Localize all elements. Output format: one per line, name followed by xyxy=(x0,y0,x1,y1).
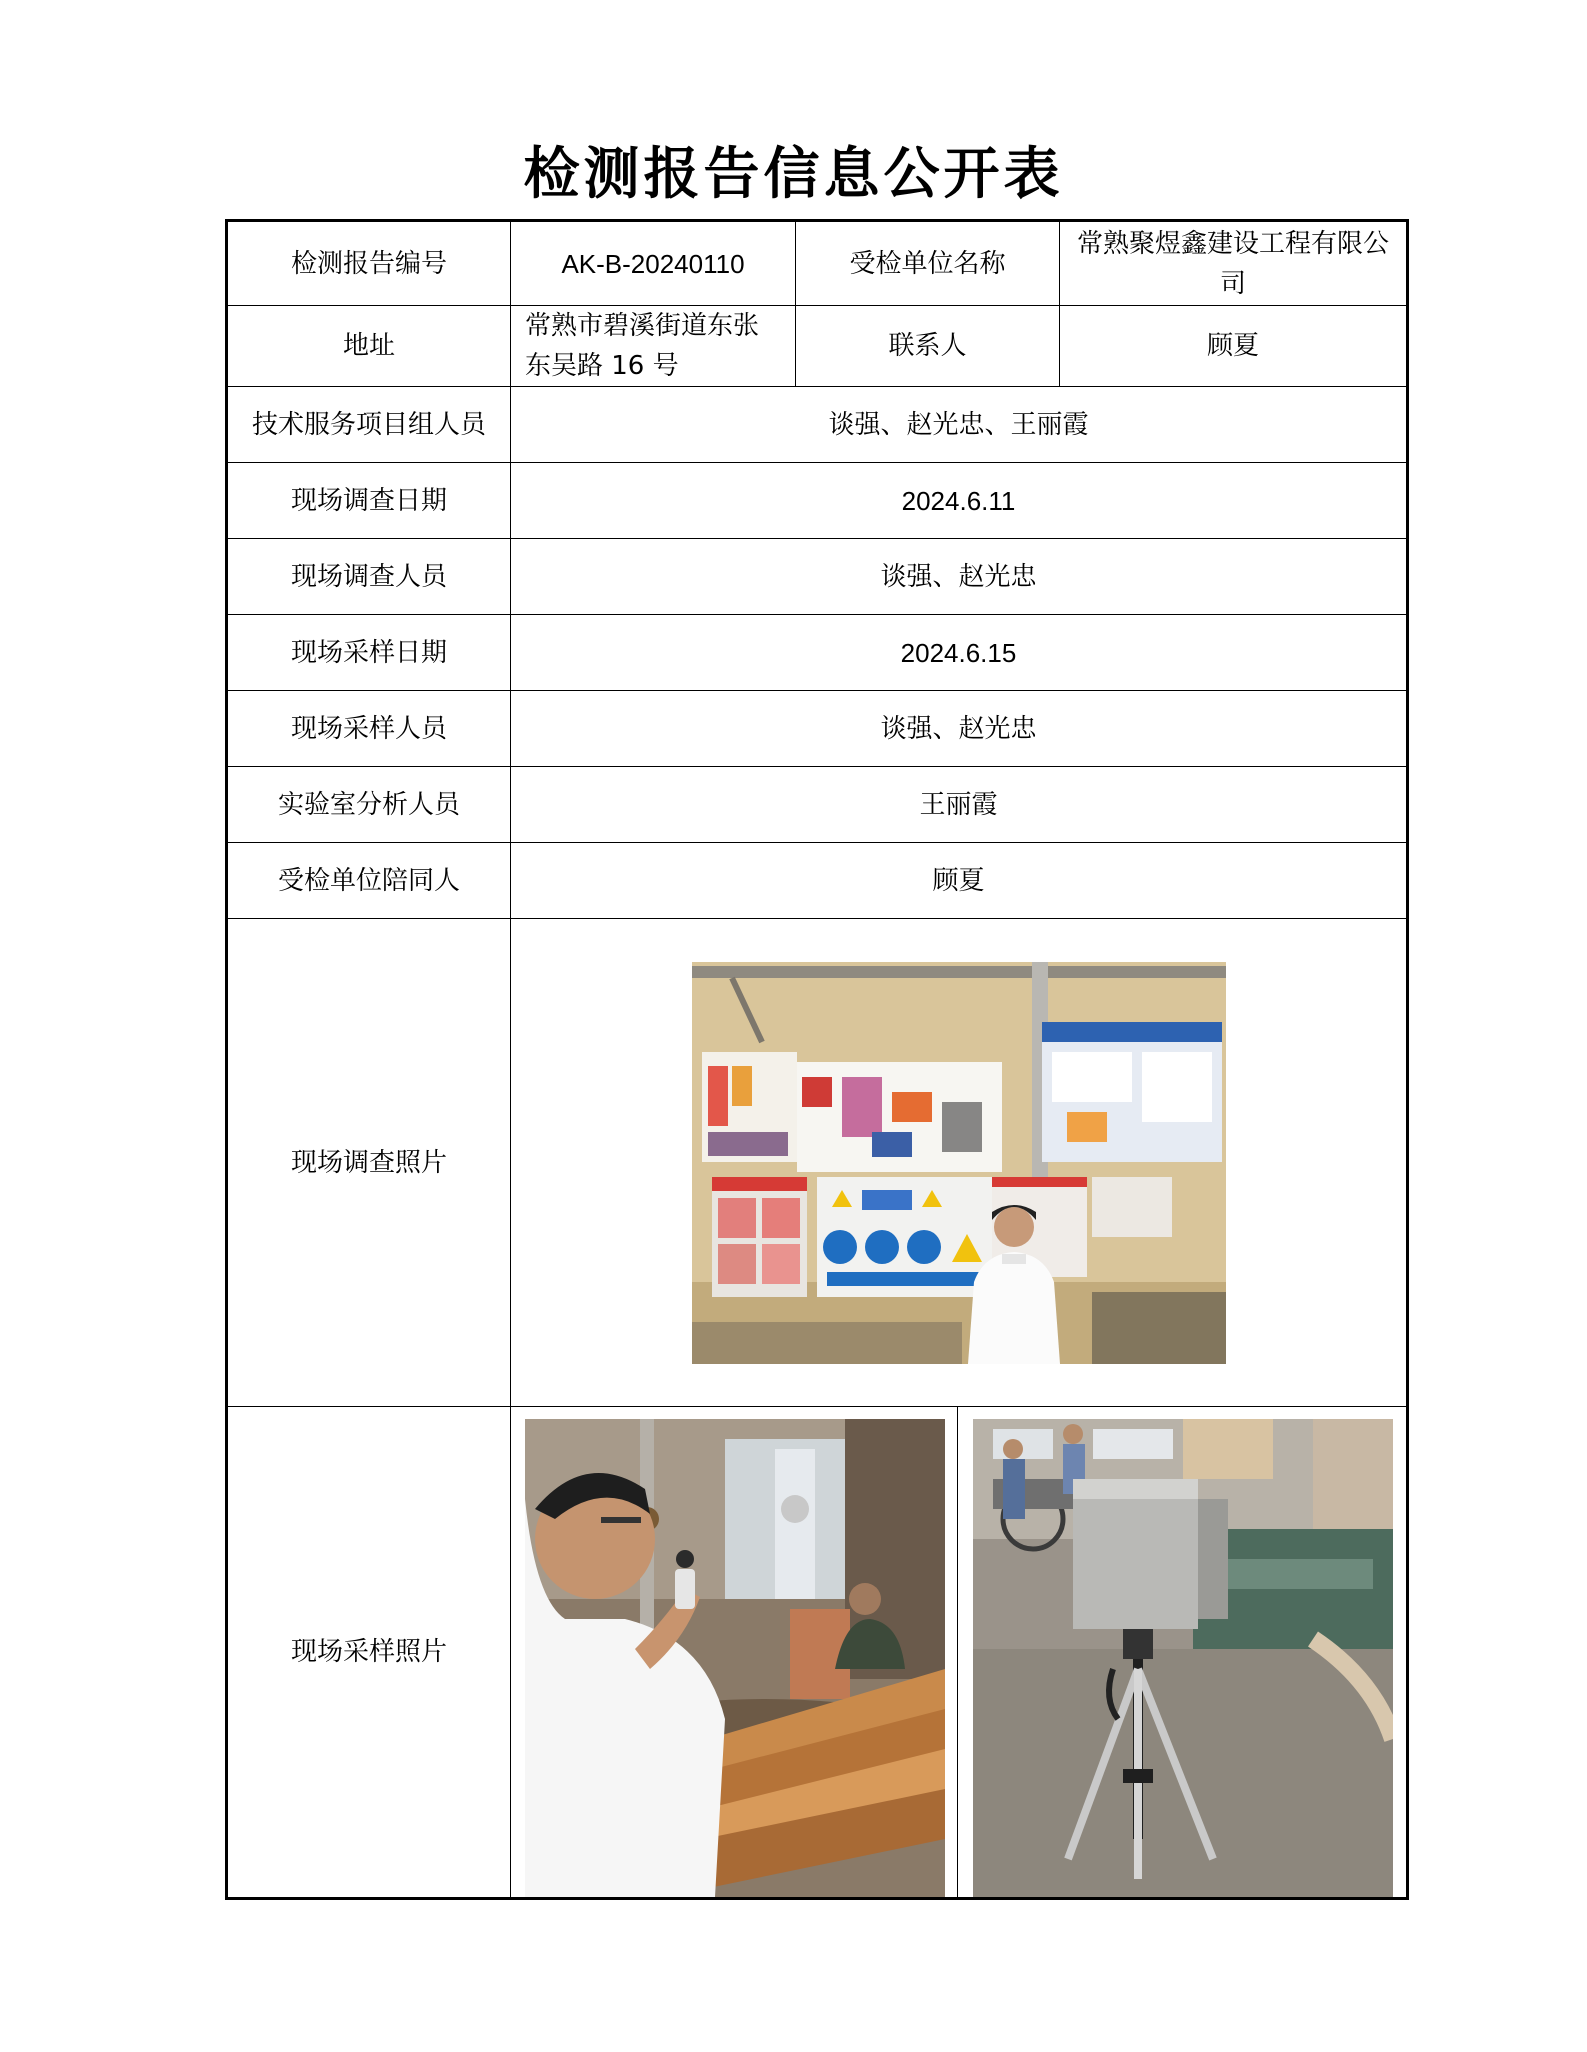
photo-divider xyxy=(957,1407,958,1897)
document-title: 检测报告信息公开表 xyxy=(523,142,1064,207)
survey-date-value: 2024.6.11 xyxy=(511,463,1408,539)
table-row xyxy=(227,387,1408,463)
sampling-photo-label: 现场采样照片 xyxy=(227,1407,511,1899)
sampling-photo-cell xyxy=(511,1407,1408,1899)
escort-value: 顾夏 xyxy=(511,843,1408,919)
photo-sampling-tripod-sampler xyxy=(973,1419,1393,1897)
survey-staff-label: 现场调查人员 xyxy=(227,539,511,615)
report-no-value: AK-B-20240110 xyxy=(511,221,796,306)
sampling-date-label: 现场采样日期 xyxy=(227,615,511,691)
table-row xyxy=(227,306,1408,387)
report-no-label: 检测报告编号 xyxy=(227,221,511,306)
table-row xyxy=(227,221,1408,306)
survey-staff-value: 谈强、赵光忠 xyxy=(511,539,1408,615)
sampling-date-value: 2024.6.15 xyxy=(511,615,1408,691)
table-row xyxy=(227,767,1408,843)
info-table xyxy=(225,219,1409,1900)
address-value: 常熟市碧溪街道东张东吴路 16 号 xyxy=(511,306,796,387)
table-row xyxy=(227,539,1408,615)
table-row xyxy=(227,919,1408,1407)
photo-survey-bulletin-board xyxy=(692,962,1226,1364)
sampling-photo-2 xyxy=(973,1419,1393,1897)
sampling-staff-label: 现场采样人员 xyxy=(227,691,511,767)
address-label: 地址 xyxy=(227,306,511,387)
contact-value: 顾夏 xyxy=(1060,306,1408,387)
unit-name-value: 常熟聚煜鑫建设工程有限公司 xyxy=(1060,221,1408,306)
table-row xyxy=(227,615,1408,691)
survey-photo-cell xyxy=(511,919,1408,1407)
survey-date-label: 现场调查日期 xyxy=(227,463,511,539)
lab-staff-label: 实验室分析人员 xyxy=(227,767,511,843)
table-row xyxy=(227,691,1408,767)
table-row xyxy=(227,843,1408,919)
table-row xyxy=(227,463,1408,539)
unit-name-label: 受检单位名称 xyxy=(796,221,1060,306)
survey-photo xyxy=(692,962,1226,1364)
team-value: 谈强、赵光忠、王丽霞 xyxy=(511,387,1408,463)
team-label: 技术服务项目组人员 xyxy=(227,387,511,463)
escort-label: 受检单位陪同人 xyxy=(227,843,511,919)
table-row xyxy=(227,1407,1408,1899)
sampling-photo-1 xyxy=(525,1419,945,1897)
photo-sampling-sound-meter xyxy=(525,1419,945,1897)
sampling-staff-value: 谈强、赵光忠 xyxy=(511,691,1408,767)
lab-staff-value: 王丽霞 xyxy=(511,767,1408,843)
survey-photo-label: 现场调查照片 xyxy=(227,919,511,1407)
contact-label: 联系人 xyxy=(796,306,1060,387)
